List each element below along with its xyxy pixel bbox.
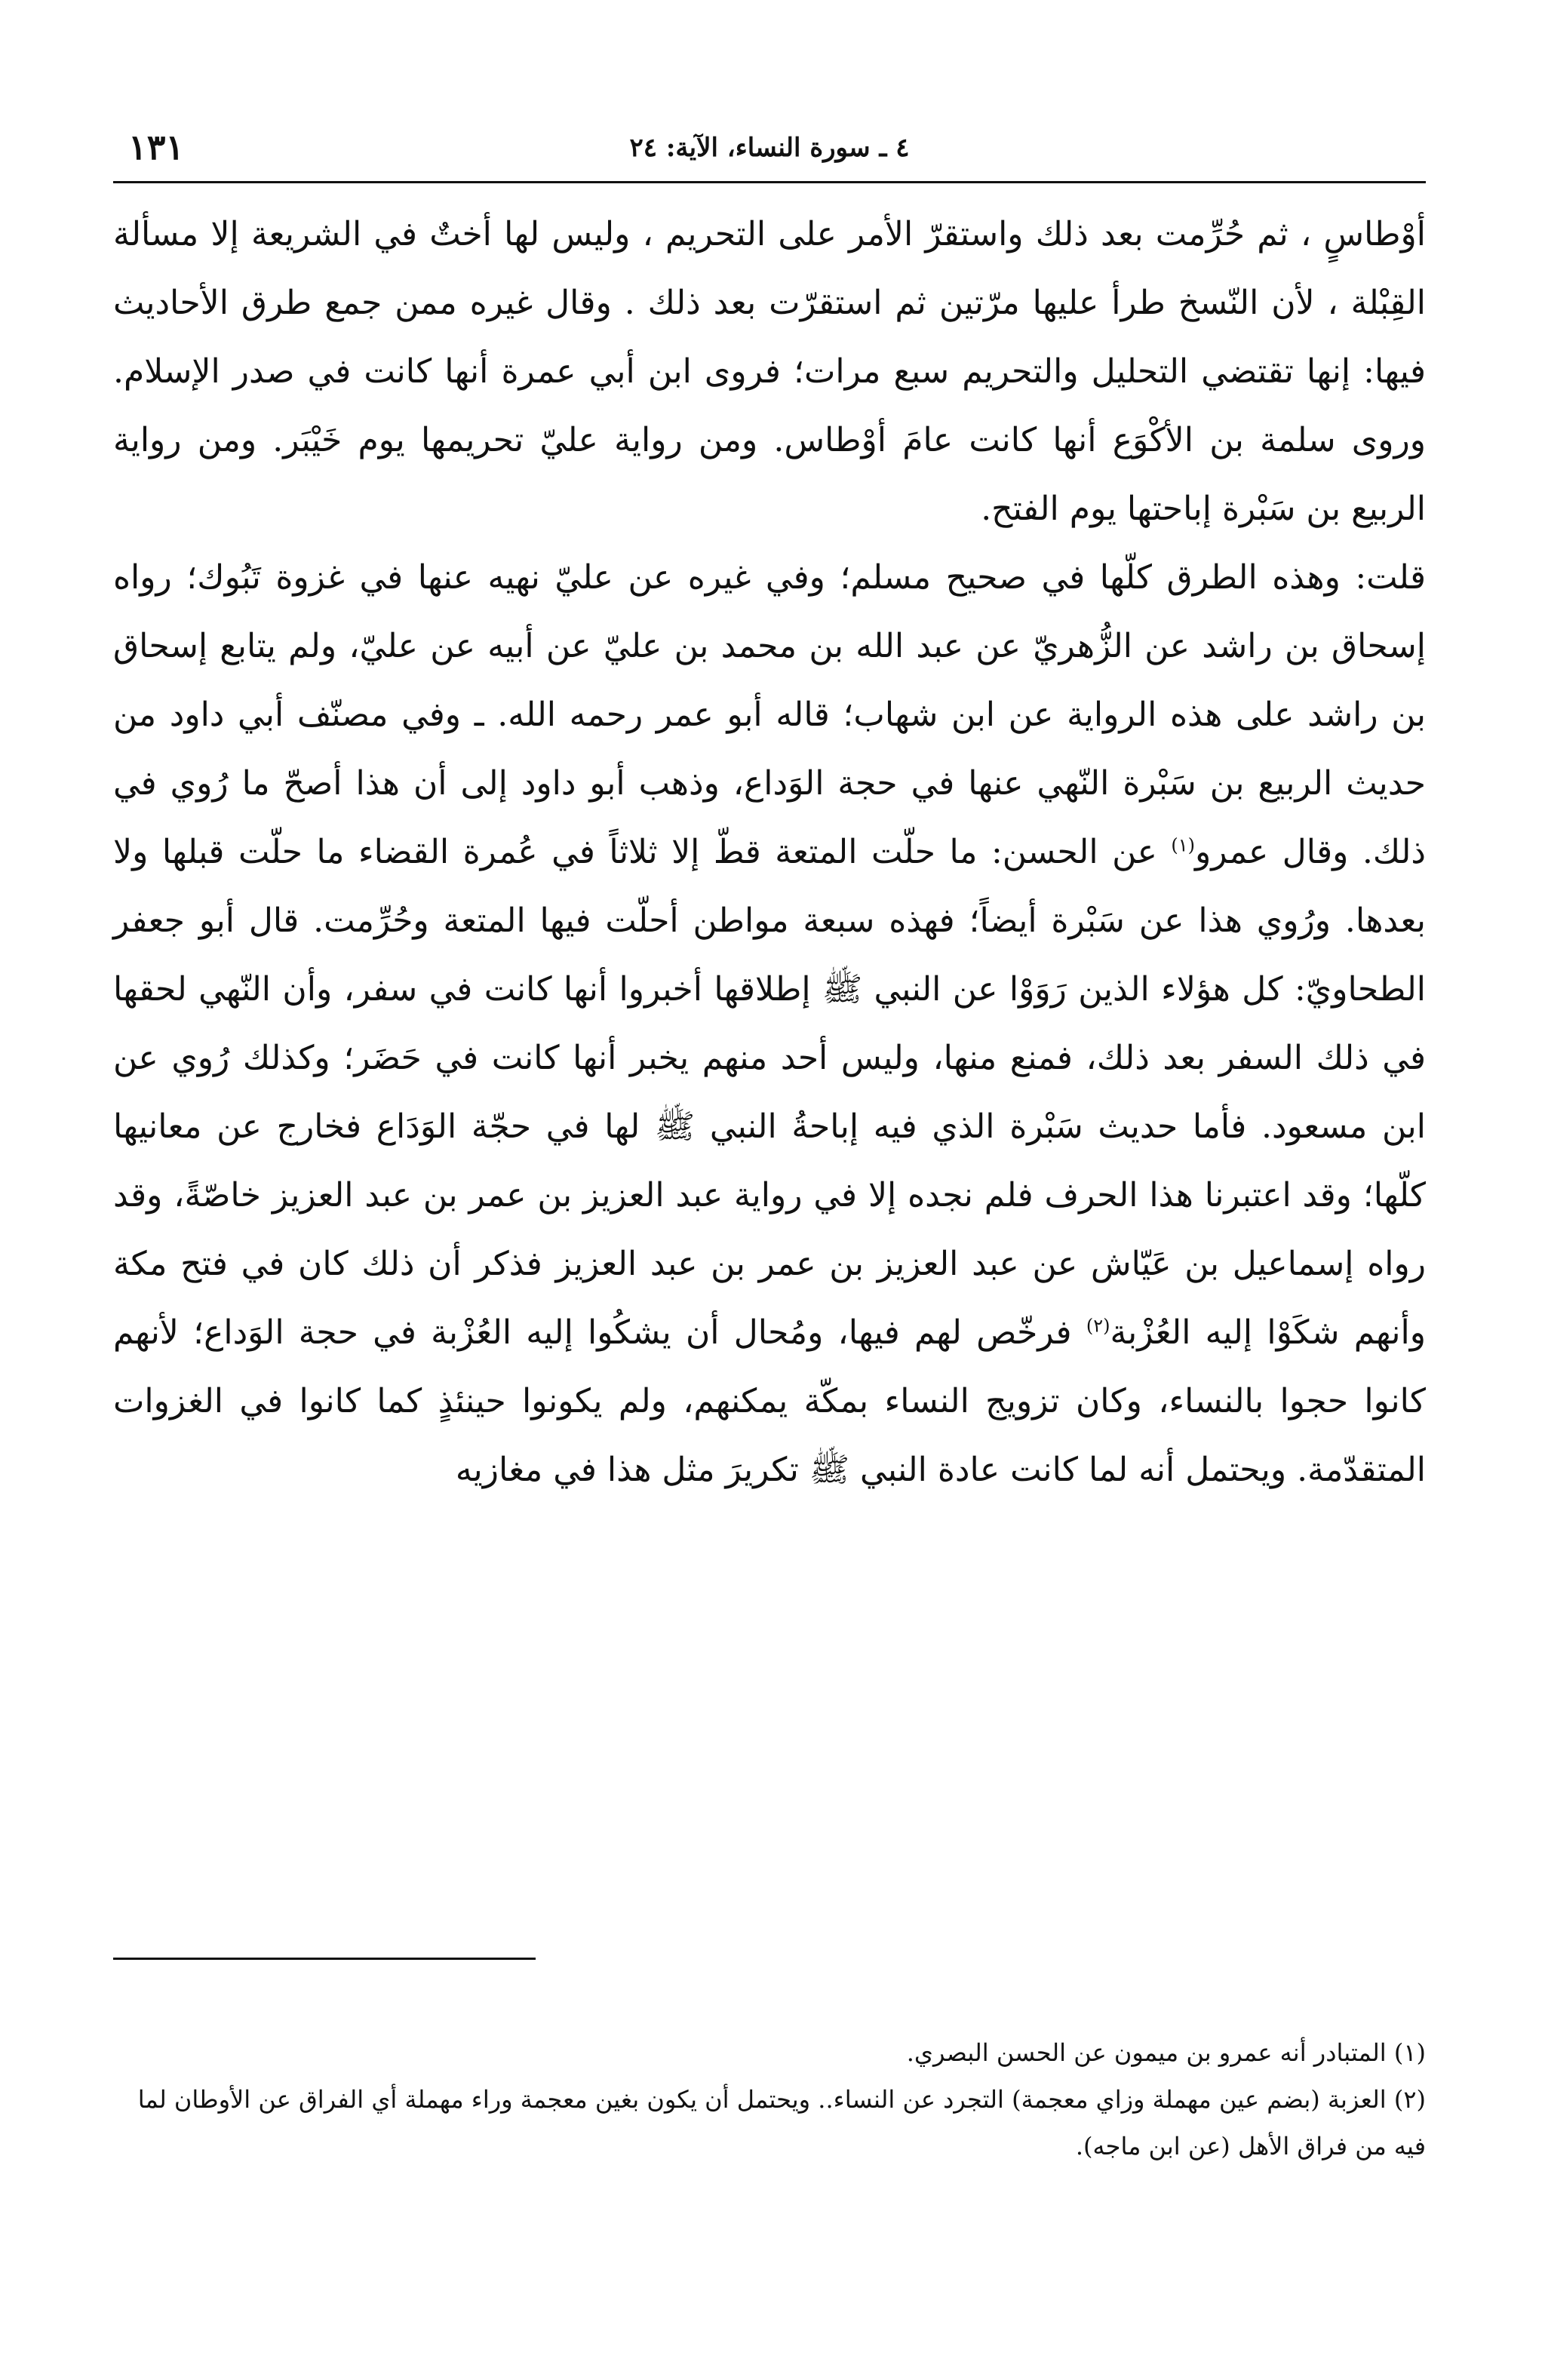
footnote-marker-2: (٢)	[1086, 1315, 1110, 1337]
paragraph-2	[113, 543, 1426, 1504]
footnote-marker-1: (١)	[1171, 834, 1195, 856]
footnotes	[113, 2029, 1426, 2170]
footnote-divider	[113, 1958, 536, 1960]
paragraph-2-part-1: قلت: وهذه الطرق كلّها في صحيح مسلم؛ وفي غيره عن عليّ نهيه عنها في غزوة تَبُوك؛ رواه إسحاق بن راشد عن الزُّهريّ عن عبد الله بن محمد بن عليّ عن أبيه عن عليّ، ولم يتابع إسحاق بن راشد على هذه الرواية عن ابن شهاب؛ قاله أبو عمر رحمه الله. ـ وفي مصنّف أبي داود من حديث الربيع بن سَبْرة النّهي عنها في حجة الوَداع، وذهب أبو داود إلى أن هذا أصحّ ما رُوي في ذلك. وقال عمرو	[113, 558, 1426, 871]
page-number: ١٣١	[128, 127, 185, 167]
running-title: ٤ ـ سورة النساء، الآية: ٢٤	[629, 133, 910, 163]
paragraph-2-part-2: عن الحسن: ما حلّت المتعة قطّ إلا ثلاثاً في عُمرة القضاء ما حلّت قبلها ولا بعدها. ورُوي هذا عن سَبْرة أيضاً؛ فهذه سبعة مواطن أحلّت فيها المتعة وحُرِّمت. قال أبو جعفر الطحاويّ: كل هؤلاء الذين رَوَوْا عن النبي ﷺ إطلاقها أخبروا أنها كانت في سفر، وأن النّهي لحقها في ذلك السفر بعد ذلك، فمنع منها، وليس أحد منهم يخبر أنها كانت في حَضَر؛ وكذلك رُوي عن ابن مسعود. فأما حديث سَبْرة الذي فيه إباحةُ النبي ﷺ لها في حجّة الوَدَاع فخارج عن معانيها كلّها؛ وقد اعتبرنا هذا الحرف فلم نجده إلا في رواية عبد العزيز بن عمر بن عبد العزيز خاصّةً، وقد رواه إسماعيل بن عَيّاش عن عبد العزيز بن عمر بن عبد العزيز فذكر أن ذلك كان في فتح مكة وأنهم شكَوْا إليه العُزْبة	[113, 833, 1426, 1352]
main-text	[113, 200, 1426, 1504]
footnote-2: (٢) العزبة (بضم عين مهملة وزاي معجمة) التجرد عن النساء.. ويحتمل أن يكون بغين معجمة وراء مهملة أي الفراق عن الأوطان لما فيه من فراق الأهل (عن ابن ماجه).	[137, 2085, 1426, 2160]
book-page	[113, 113, 1426, 2301]
footnote-1: (١) المتبادر أنه عمرو بن ميمون عن الحسن البصري.	[906, 2038, 1426, 2067]
paragraph-1: أوْطاسٍ ، ثم حُرِّمت بعد ذلك واستقرّ الأمر على التحريم ، وليس لها أختٌ في الشريعة إلا مسألة القِبْلة ، لأن النّسخ طرأ عليها مرّتين ثم استقرّت بعد ذلك . وقال غيره ممن جمع طرق الأحاديث فيها: إنها تقتضي التحليل والتحريم سبع مرات؛ فروى ابن أبي عمرة أنها كانت في صدر الإسلام. وروى سلمة بن الأكْوَع أنها كانت عامَ أوْطاس. ومن رواية عليّ تحريمها يوم خَيْبَر. ومن رواية الربيع بن سَبْرة إباحتها يوم الفتح.	[113, 215, 1426, 528]
page-header	[113, 113, 1426, 183]
paragraph-2-part-3: فرخّص لهم فيها، ومُحال أن يشكُوا إليه العُزْبة في حجة الوَداع؛ لأنهم كانوا حجوا بالنساء، وكان تزويج النساء بمكّة يمكنهم، ولم يكونوا حينئذٍ كما كانوا في الغزوات المتقدّمة. ويحتمل أنه لما كانت عادة النبي ﷺ تكريرَ مثل هذا في مغازيه	[113, 1313, 1426, 1489]
